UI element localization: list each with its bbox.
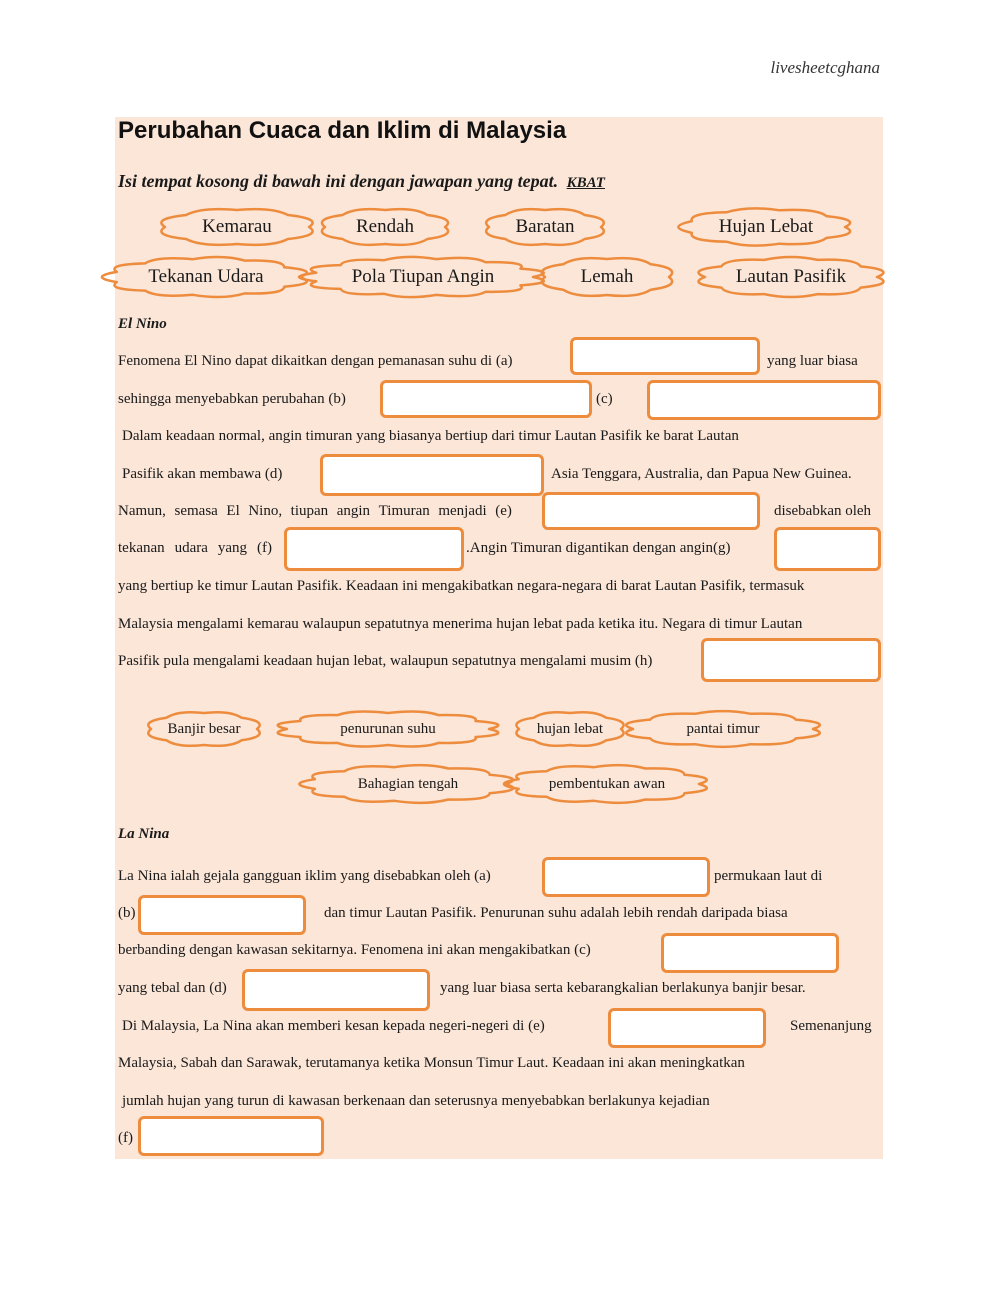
el-nino-line-7: yang bertiup ke timur Lautan Pasifik. Keadaan ini mengakibatkan negara-negara di barat Lautan Pasifik, termasuk <box>118 578 805 594</box>
la-nina-line-5a: Di Malaysia, La Nina akan memberi kesan kepada negeri-negeri di (e) <box>122 1018 545 1034</box>
word: tekanan <box>118 540 165 556</box>
word-chip-rendah[interactable] <box>322 207 448 247</box>
el-nino-line-1b: yang luar biasa <box>767 353 858 369</box>
la-nina-line-3: berbanding dengan kawasan sekitarnya. Fenomena ini akan mengakibatkan (c) <box>118 942 591 958</box>
el-nino-blank-h[interactable] <box>701 638 881 682</box>
word-chip-pembentukan-awan[interactable] <box>512 764 702 804</box>
word-chip-label: penurunan suhu <box>340 720 436 737</box>
el-nino-line-4b: Asia Tenggara, Australia, dan Papua New Guinea. <box>551 466 852 482</box>
la-nina-line-6: Malaysia, Sabah dan Sarawak, terutamanya ketika Monsun Timur Laut. Keadaan ini akan meningkatkan <box>118 1055 745 1071</box>
el-nino-line-9: Pasifik pula mengalami keadaan hujan lebat, walaupun sepatutnya mengalami musim (h) <box>118 653 653 669</box>
word-chip-pola-tiupan-angin[interactable] <box>310 256 536 298</box>
word: El <box>226 503 240 519</box>
la-nina-line-1a: La Nina ialah gejala gangguan iklim yang disebabkan oleh (a) <box>118 868 491 884</box>
word-chip-label: Bahagian tengah <box>357 775 459 792</box>
la-nina-line-4b: yang luar biasa serta kebarangkalian berlakunya banjir besar. <box>440 980 806 996</box>
el-nino-line-2a: sehingga menyebabkan perubahan (b) <box>118 391 346 407</box>
la-nina-line-2a: (b) <box>118 905 136 921</box>
word-chip-label: Hujan Lebat <box>718 216 814 237</box>
la-nina-blank-f[interactable] <box>138 1116 324 1156</box>
word-chip-kemarau[interactable] <box>162 207 312 247</box>
el-nino-line-6a <box>118 540 272 557</box>
word-chip-label: Banjir besar <box>167 720 241 737</box>
source-watermark: livesheetcghana <box>770 58 880 77</box>
word: angin <box>336 503 371 519</box>
word-chip-pantai-timur[interactable] <box>630 710 816 748</box>
la-nina-line-7: jumlah hujan yang turun di kawasan berkenaan dan seterusnya menyebabkan berlakunya kejadian <box>122 1093 710 1109</box>
word-chip-hujan-lebat[interactable] <box>684 207 848 247</box>
word-chip-label: hujan lebat <box>536 720 604 737</box>
word-chip-bahagian-tengah[interactable] <box>308 764 508 804</box>
el-nino-line-5a <box>118 503 512 520</box>
word-chip-banjir-besar[interactable] <box>148 710 260 748</box>
word-chip-baratan[interactable] <box>486 207 604 247</box>
el-nino-line-8: Malaysia mengalami kemarau walaupun sepatutnya menerima hujan lebat pada ketika itu. Negara di timur Lautan <box>118 616 803 632</box>
word: Timuran <box>378 503 430 519</box>
word-chip-label: Baratan <box>515 216 575 237</box>
el-nino-heading: El Nino <box>118 316 167 332</box>
word-chip-lemah[interactable] <box>542 256 672 298</box>
word: (e) <box>495 503 512 519</box>
instruction-text <box>118 171 605 192</box>
word: Namun, <box>118 503 166 519</box>
word: semasa <box>174 503 218 519</box>
el-nino-line-5b: disebabkan oleh <box>774 503 872 519</box>
word: (f) <box>256 540 272 556</box>
word-chip-lautan-pasifik[interactable] <box>702 256 880 298</box>
word: menjadi <box>438 503 487 519</box>
el-nino-line-3: Dalam keadaan normal, angin timuran yang biasanya bertiup dari timur Lautan Pasifik ke barat Lautan <box>122 428 739 444</box>
word-chip-penurunan-suhu[interactable] <box>284 710 492 748</box>
la-nina-blank-e[interactable] <box>608 1008 766 1048</box>
word: tiupan <box>290 503 329 519</box>
la-nina-line-1b: permukaan laut di <box>714 868 823 884</box>
la-nina-blank-a[interactable] <box>542 857 710 897</box>
el-nino-blank-g[interactable] <box>774 527 881 571</box>
kbat-tag: KBAT <box>566 175 605 191</box>
word-chip-label: Pola Tiupan Angin <box>351 266 495 287</box>
word-chip-label: Tekanan Udara <box>148 266 264 287</box>
word-chip-tekanan-udara[interactable] <box>110 256 302 298</box>
el-nino-blank-f[interactable] <box>284 527 464 571</box>
word-chip-label: pantai timur <box>686 720 760 737</box>
word: udara <box>174 540 208 556</box>
la-nina-heading: La Nina <box>118 826 170 842</box>
el-nino-blank-b[interactable] <box>380 380 592 418</box>
la-nina-line-4a: yang tebal dan (d) <box>118 980 227 996</box>
word-chip-label: pembentukan awan <box>548 775 666 792</box>
word-chip-label: Rendah <box>355 216 415 237</box>
word-chip-label: Kemarau <box>202 216 272 237</box>
la-nina-blank-c[interactable] <box>661 933 839 973</box>
la-nina-line-2b: dan timur Lautan Pasifik. Penurunan suhu adalah lebih rendah daripada biasa <box>324 905 788 921</box>
instruction-sentence: Isi tempat kosong di bawah ini dengan jawapan yang tepat. <box>118 171 559 191</box>
el-nino-blank-a[interactable] <box>570 337 760 375</box>
page-title: Perubahan Cuaca dan Iklim di Malaysia <box>118 117 567 144</box>
el-nino-blank-e[interactable] <box>542 492 760 530</box>
word-chip-hujan-lebat[interactable] <box>516 710 624 748</box>
la-nina-blank-b[interactable] <box>138 895 306 935</box>
word: yang <box>217 540 248 556</box>
el-nino-line-4a: Pasifik akan membawa (d) <box>122 466 283 482</box>
word-chip-label: Lemah <box>580 266 634 287</box>
word-chip-label: Lautan Pasifik <box>735 266 847 287</box>
el-nino-blank-d[interactable] <box>320 454 544 496</box>
word: Nino, <box>248 503 283 519</box>
la-nina-line-5b: Semenanjung <box>790 1018 872 1034</box>
el-nino-blank-c[interactable] <box>647 380 881 420</box>
el-nino-line-1a: Fenomena El Nino dapat dikaitkan dengan pemanasan suhu di (a) <box>118 353 513 369</box>
la-nina-line-8: (f) <box>118 1130 133 1146</box>
el-nino-line-6b: .Angin Timuran digantikan dengan angin(g) <box>466 540 731 556</box>
la-nina-blank-d[interactable] <box>242 969 430 1011</box>
el-nino-line-2b: (c) <box>596 391 613 407</box>
